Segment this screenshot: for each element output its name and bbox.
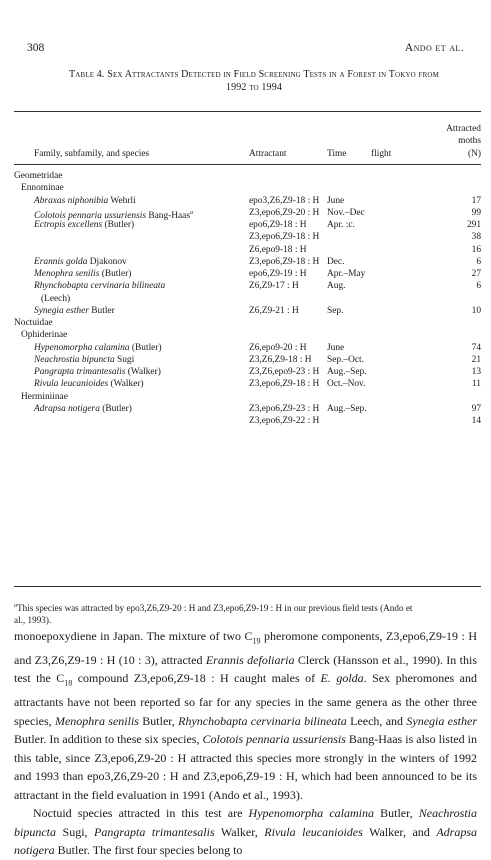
text-run: Bang-Haas is also listed in this table, since Z3,epo6,Z9-20 : H attracted this species more strongly in the winters of 1992 and 1993 than epo3,Z6,Z9-20 : H and Z3,epo6,Z9-19 : H, which had been announced to be its attractant in the field evaluation in 1991 (Ando et al., 1993). [14, 732, 477, 802]
running-head-authors: Ando et al. [404, 42, 464, 54]
text-run: Sugi, [56, 824, 95, 839]
species-name: Rivula leucanioides [34, 379, 109, 390]
col-header-moths: moths [458, 136, 481, 146]
flight-time-cell: June [327, 195, 345, 206]
flight-time-cell: Sep.–Oct. [327, 354, 364, 365]
flight-time-cell: Oct.–Nov. [327, 379, 366, 390]
flight-time-cell: Aug.–Sep. [327, 403, 367, 414]
col-header-flight: flight [371, 149, 392, 159]
flight-time-cell: Sep. [327, 305, 344, 316]
col-header-n: (N) [467, 149, 481, 159]
moth-count-cell: 97 [471, 403, 481, 414]
species-authority: (Leech) [41, 293, 71, 304]
italic-taxon: Colotois pennaria ussuriensis [202, 732, 346, 747]
footnote-marker: a [14, 603, 17, 609]
text-run: Noctuid species attracted in this test are [33, 806, 249, 821]
taxon-group-label: Ennominae [21, 183, 64, 194]
text-run: pheromone components, Z3,epo6,Z9-19 : H and Z3,Z6,Z9-19 : H (10 : 3), attracted [14, 629, 477, 667]
flight-time-cell: Aug. [327, 281, 346, 292]
attractant-cell: Z6,epo9-18 : H [249, 244, 307, 255]
moth-count-cell: 6 [476, 281, 481, 292]
moth-count-cell: 291 [466, 220, 481, 230]
text-run: compound Z3,epo6,Z9-18 : H caught males of [72, 671, 321, 686]
moth-count-cell: 16 [471, 244, 481, 255]
species-cell [34, 366, 161, 378]
table-label: Table 4. [69, 69, 105, 80]
italic-taxon: Rhynchobapta cervinaria bilineata [178, 713, 347, 728]
species-name: Menophra senilis [34, 269, 100, 279]
text-run: Butler, [373, 806, 419, 821]
attractant-cell: Z3,Z6,epo9-23 : H [249, 367, 320, 377]
species-cell [34, 219, 134, 231]
flight-time-cell: Dec. [327, 256, 345, 267]
text-run: monoepoxydiene in Japan. The mixture of two C [14, 629, 253, 643]
attractant-cell: epo6,Z9-18 : H [249, 220, 307, 230]
italic-taxon: Pangrapta trimantesalis [94, 824, 215, 839]
moth-count-cell: 38 [471, 232, 481, 243]
species-authority: (Butler) [102, 403, 132, 414]
flight-time-cell: Apr. :c. [327, 220, 355, 230]
table-title-line2: 1992 to 1994 [225, 82, 282, 93]
attractant-cell: Z3,epo6,Z9-22 : H [249, 416, 320, 426]
attractant-cell: Z3,epo6,Z9-20 : H [249, 207, 320, 218]
species-cell [34, 305, 115, 317]
footnote-ref: a [190, 209, 193, 216]
species-cell [34, 378, 144, 390]
text-run: Walker, [214, 824, 265, 839]
carbon-subscript: 18 [64, 678, 73, 688]
italic-taxon: E. golda [320, 671, 364, 686]
taxon-group-label: Geometridae [14, 171, 63, 181]
italic-taxon: Menophra senilis [54, 713, 139, 728]
attractant-cell: Z3,epo6,Z9-23 : H [249, 403, 320, 414]
species-authority: (Butler) [104, 220, 135, 230]
moth-count-cell: 21 [471, 354, 481, 365]
italic-taxon: Hypenomorpha calamina [248, 806, 374, 821]
carbon-subscript: 19 [252, 636, 261, 646]
species-name: Erannis golda [34, 256, 88, 267]
running-header [27, 42, 464, 56]
footnote-line2: al., 1993). [14, 615, 52, 626]
table-top-rule [14, 111, 481, 112]
attractant-cell: epo6,Z9-19 : H [249, 269, 307, 279]
table-footnote [14, 600, 481, 626]
attractant-cell: Z3,Z6,Z9-18 : H [249, 354, 312, 365]
moth-count-cell: 27 [471, 269, 481, 279]
taxon-group-label: Noctuidae [14, 318, 53, 328]
species-authority: (Walker) [110, 379, 144, 390]
species-cell [34, 354, 134, 366]
text-run: Butler. In addition to these six species, [14, 732, 203, 747]
body-paragraph-1 [14, 627, 477, 804]
footnote-line1: This species was attracted by epo3,Z6,Z9-20 : H and Z3,epo6,Z9-19 : H in our previous field tests (Ando et [17, 603, 413, 614]
col-header-time: Time [327, 149, 347, 159]
col-header-attractant: Attractant [249, 149, 287, 159]
species-name: Ectropis excellens [34, 220, 103, 230]
attractant-cell: epo3,Z6,Z9-18 : H [249, 195, 320, 206]
italic-taxon: Rivula leucanioides [264, 824, 363, 839]
species-cell [34, 403, 132, 415]
species-authority: (Butler) [101, 269, 132, 279]
species-authority: Bang-Haas [148, 210, 190, 221]
body-text [14, 627, 477, 860]
moth-count-cell: 74 [471, 342, 481, 353]
moth-count-cell: 10 [471, 305, 481, 316]
species-authority: Sugi [116, 354, 135, 365]
flight-time-cell: Aug.–Sep. [327, 367, 367, 377]
taxon-group-label: Herminiinae [21, 391, 68, 402]
table-bottom-rule [14, 586, 481, 587]
italic-taxon: Synegia esther [406, 713, 478, 728]
text-run: Butler, [138, 713, 179, 728]
col-header-species: Family, subfamily, and species [34, 149, 150, 159]
moth-count-cell: 13 [471, 367, 481, 377]
col-header-attracted: Attracted [446, 124, 481, 134]
moth-count-cell: 6 [476, 256, 481, 267]
table-title-line1: Sex Attractants Detected in Field Screening Tests in a Forest in Tokyo from [107, 69, 439, 80]
moth-count-cell: 11 [471, 379, 481, 390]
moth-count-cell: 14 [471, 416, 481, 426]
page-number: 308 [27, 42, 45, 54]
species-name: Abraxas niphonibia [34, 195, 109, 206]
flight-time-cell: Apr.–May [327, 269, 366, 279]
species-name: Neachrostia bipuncta [34, 354, 115, 365]
species-cell [34, 195, 136, 207]
species-authority: Djakonov [89, 256, 127, 267]
species-cell [34, 342, 162, 354]
species-name: Colotois pennaria ussuriensis [34, 210, 146, 221]
text-run: Clerck (Hansson et al., 1990). In this test the C [14, 652, 477, 686]
body-paragraph-2 [14, 804, 477, 860]
attractant-cell: Z6,epo9-20 : H [249, 342, 307, 353]
species-cell [41, 293, 70, 305]
species-authority: Butler [91, 305, 115, 316]
flight-time-cell: Nov.–Dec [327, 207, 365, 218]
species-cell [34, 268, 131, 280]
text-run: Leech, and [346, 713, 407, 728]
species-name: Pangrapta trimantesalis [34, 367, 126, 377]
table-header-rule [14, 164, 481, 165]
attractant-cell: Z3,epo6,Z9-18 : H [249, 232, 320, 243]
moth-count-cell: 99 [471, 207, 481, 218]
attractant-cell: Z3,epo6,Z9-18 : H [249, 379, 320, 390]
italic-taxon: Adrapsa notigera [14, 824, 477, 858]
species-name: Synegia esther [34, 305, 89, 316]
text-run: Butler. The first four species belong to [54, 843, 243, 858]
species-cell [34, 256, 127, 268]
text-run: Walker, and [362, 824, 437, 839]
species-authority: (Walker) [127, 367, 161, 377]
species-authority: Wehrli [110, 195, 136, 206]
attractant-cell: Z6,Z9-21 : H [249, 305, 299, 316]
table-caption [27, 68, 481, 94]
species-cell [34, 280, 165, 292]
attractant-cell: Z3,epo6,Z9-18 : H [249, 256, 320, 267]
italic-taxon: Erannis defoliaria [205, 652, 295, 667]
moth-count-cell: 17 [471, 195, 481, 206]
attractant-cell: Z6,Z9-17 : H [249, 281, 299, 292]
flight-time-cell: June [327, 342, 345, 353]
species-name: Adrapsa notigera [34, 403, 100, 414]
text-run: . Sex pheromones and attractants have not been reported so far for any species in the same genera as the other three species, [14, 671, 478, 728]
species-name: Rhynchobapta cervinaria bilineata [34, 281, 166, 292]
species-name: Hypenomorpha calamina [34, 342, 130, 353]
species-authority: (Butler) [131, 342, 162, 353]
taxon-group-label: Ophiderinae [21, 330, 68, 341]
italic-taxon: Neachrostia bipuncta [14, 806, 477, 839]
